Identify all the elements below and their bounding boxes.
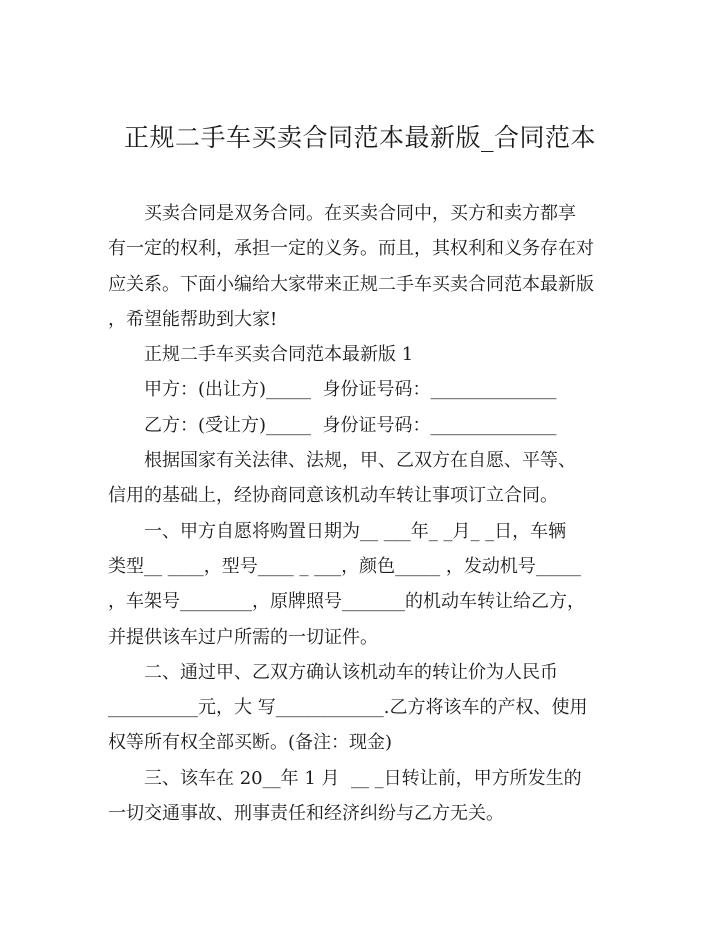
party-a-line: 甲方：(出让方)_____ 身份证号码：______________ [144,379,557,401]
clause-3-line-2: 一切交通事故、刑事责任和经济纠纷与乙方无关。 [108,803,504,825]
clause-2-line-2: __________元，大 写____________.乙方将该车的产权、使用 [108,697,588,719]
clause-1-line-2: 类型__ ____，型号____ _ ___，颜色_____ ，发动机号_____ [108,555,581,577]
clause-1-line-4: 并提供该车过户所需的一切证件。 [108,626,378,648]
clause-3-line-1: 三、该车在 20__年 1 月 __ _日转让前，甲方所发生的 [144,767,582,789]
basis-line-2: 信用的基础上，经协商同意该机动车转让事项订立合同。 [108,485,558,507]
intro-line-3: 应关系。下面小编给大家带来正规二手车买卖合同范本最新版 [108,273,594,295]
intro-line-1: 买卖合同是双务合同。在买卖合同中，买方和卖方都享 [144,203,576,224]
party-b-line: 乙方：(受让方)_____ 身份证号码：______________ [144,414,557,436]
clause-2-line-3: 权等所有权全部买断。(备注：现金) [108,732,393,754]
intro-line-4: ，希望能帮助到大家! [108,308,278,330]
basis-line-1: 根据国家有关法律、法规，甲、乙双方在自愿、平等、 [144,450,576,472]
document-title: 正规二手车买卖合同范本最新版_合同范本 [123,123,596,152]
section-heading: 正规二手车买卖合同范本最新版 1 [144,344,414,366]
clause-1-line-1: 一、甲方自愿将购置日期为__ ___年_ _月_ _日，车辆 [144,520,567,542]
document-body [108,196,620,831]
clause-2-line-1: 二、通过甲、乙双方确认该机动车的转让价为人民币 [144,661,558,683]
clause-1-line-3: ，车架号________，原牌照号_______的机动车转让给乙方， [108,591,585,613]
intro-line-2: 有一定的权利，承担一定的义务。而且，其权利和义务存在对 [108,238,594,260]
